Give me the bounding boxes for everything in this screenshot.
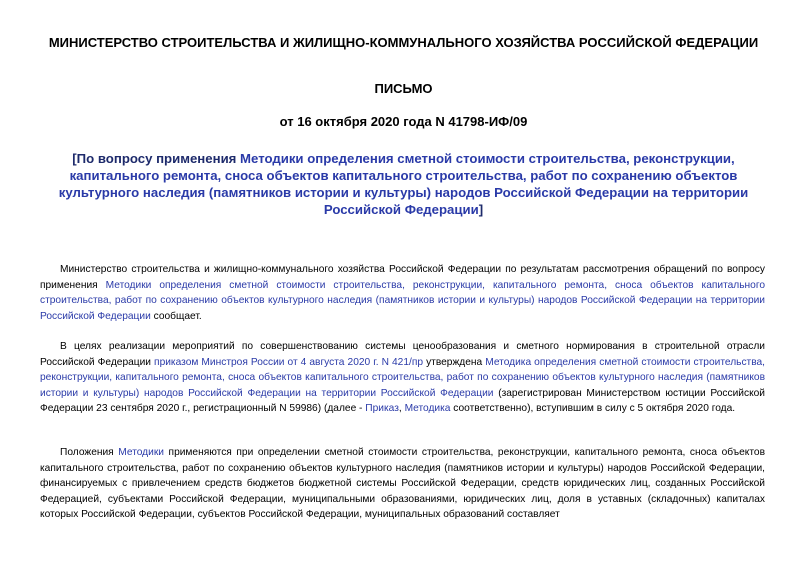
paragraph-1 xyxy=(40,262,765,324)
paragraph-3 xyxy=(40,445,765,523)
paragraph-3-text: Положения xyxy=(60,447,119,458)
paragraph-3-text-2: применяются при определении сметной стоимости строительства, реконструкции, капитального ремонта, сноса объектов капитального строительства, работ по сохранению объектов культурного наследия (памятников истории и культуры) народов Российской Федерации, финансируемых с привлечением средств бюджетов бюджетной системы Российской Федерации, средств юридических лиц, созданных Российской Федерацией, субъектами Российской Федерации, муниципальными образованиями, юридических лиц, доля в уставных (складочных) капиталах которых Российской Федерации, субъектов Российской Федерации, муниципальных образований составляет xyxy=(40,447,765,520)
paragraph-2-comma: , xyxy=(398,403,405,414)
title-suffix: ] xyxy=(478,202,484,217)
methodology-link[interactable]: Методики определения сметной стоимости строительства, реконструкции, капитального ремонта, сноса объектов капитального строительства, работ по сохранению объектов культурного наследия (памятников истории и культуры) народов Российской Федерации на территории Российской Федерации xyxy=(40,279,765,322)
ministry-heading: МИНИСТЕРСТВО СТРОИТЕЛЬСТВА И ЖИЛИЩНО-КОММУНАЛЬНОГО ХОЗЯЙСТВА РОССИЙСКОЙ ФЕДЕРАЦИИ xyxy=(48,35,759,50)
document-date-number: от 16 октября 2020 года N 41798-ИФ/09 xyxy=(279,114,528,129)
paragraph-2-end: соответственно), вступившим в силу с 5 октября 2020 года. xyxy=(450,403,736,414)
title-methodology-link[interactable]: Методики определения сметной стоимости строительства, реконструкции, капитального ремонта, сноса объектов капитального строительства, работ по сохранению объектов культурного наследия (памятников истории и культуры) народов Российской Федерации на территории Российской Федерации xyxy=(58,151,749,217)
order-short-link[interactable]: Приказ xyxy=(365,403,399,414)
paragraph-2-text-2: утверждена xyxy=(423,356,486,368)
document-title xyxy=(40,150,767,218)
order-link[interactable]: приказом Минстроя России от 4 августа 2020 г. N 421/пр xyxy=(154,356,424,368)
paragraph-1-end: сообщает. xyxy=(150,310,202,322)
paragraph-2-text-3: (зарегистрирован Министерством юстиции Российской Федерации 23 сентября 2020 г., регистрационный N 59986) (далее - xyxy=(40,387,765,414)
document-type: ПИСЬМО xyxy=(374,81,433,96)
methodology-short-link[interactable]: Методика xyxy=(404,403,451,414)
paragraph-1-text: Министерство строительства и жилищно-коммунального хозяйства Российской Федерации по результатам рассмотрения обращений по вопросу применения xyxy=(40,264,765,291)
title-prefix: [По вопросу применения xyxy=(72,151,241,166)
paragraph-2 xyxy=(40,339,765,417)
methodology-link[interactable]: Методика определения сметной стоимости строительства, реконструкции, капитального ремонта, сноса объектов капитального строительства, работ по сохранению объектов культурного наследия (памятников истории и культуры) народов Российской Федерации на территории Российской Федерации xyxy=(40,356,765,399)
paragraph-2-text: В целях реализации мероприятий по совершенствованию системы ценообразования и сметного нормирования в строительной отрасли Российской Федерации xyxy=(40,341,765,368)
methodology-short-link[interactable]: Методики xyxy=(118,447,164,458)
